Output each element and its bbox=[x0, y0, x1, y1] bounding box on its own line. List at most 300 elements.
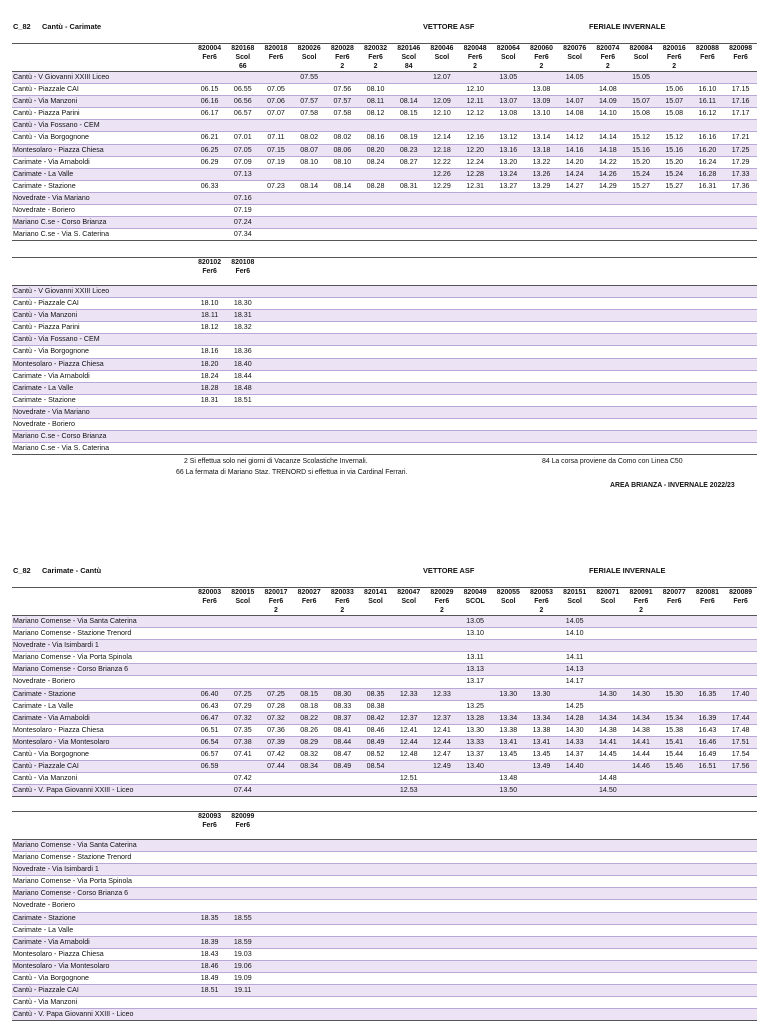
departure-time bbox=[392, 997, 425, 1009]
departure-time bbox=[492, 973, 525, 985]
departure-time bbox=[658, 773, 691, 785]
departure-time bbox=[591, 840, 624, 852]
departure-time bbox=[658, 973, 691, 985]
departure-time: 06.29 bbox=[193, 156, 226, 168]
departure-time bbox=[326, 286, 359, 298]
departure-time bbox=[658, 406, 691, 418]
header-codes: 820084 bbox=[624, 44, 657, 54]
departure-time bbox=[293, 192, 326, 204]
departure-time: 16.24 bbox=[691, 156, 724, 168]
departure-time: 06.40 bbox=[193, 688, 226, 700]
departure-time: 13.16 bbox=[492, 144, 525, 156]
departure-time: 12.41 bbox=[425, 724, 458, 736]
stop-name: Cantù - Piazzale CAI bbox=[12, 761, 193, 773]
departure-time bbox=[326, 217, 359, 229]
departure-time bbox=[293, 616, 326, 628]
departure-time: 12.20 bbox=[459, 144, 492, 156]
departure-time bbox=[525, 840, 558, 852]
departure-time bbox=[259, 664, 292, 676]
departure-time bbox=[492, 948, 525, 960]
departure-time bbox=[724, 443, 757, 455]
departure-time bbox=[259, 358, 292, 370]
departure-time: 14.10 bbox=[591, 108, 624, 120]
header-types: Scol bbox=[567, 598, 582, 605]
departure-time: 13.49 bbox=[525, 761, 558, 773]
stop-name: Cantù - V Giovanni XXIII Liceo bbox=[12, 72, 193, 84]
departure-time bbox=[492, 84, 525, 96]
departure-time: 08.47 bbox=[326, 749, 359, 761]
departure-time: 14.41 bbox=[624, 736, 657, 748]
table-row bbox=[12, 156, 757, 168]
departure-time: 17.48 bbox=[724, 724, 757, 736]
departure-time bbox=[392, 431, 425, 443]
departure-time bbox=[326, 346, 359, 358]
departure-time: 08.26 bbox=[293, 724, 326, 736]
header-codes bbox=[359, 258, 392, 268]
departure-time: 18.10 bbox=[193, 298, 226, 310]
departure-time bbox=[425, 217, 458, 229]
departure-time bbox=[226, 997, 259, 1009]
header-types bbox=[459, 821, 492, 830]
departure-time bbox=[293, 652, 326, 664]
stop-name: Cantù - Via Manzoni bbox=[12, 310, 193, 322]
departure-time bbox=[326, 900, 359, 912]
departure-time bbox=[459, 358, 492, 370]
departure-time bbox=[359, 419, 392, 431]
departure-time: 08.41 bbox=[326, 724, 359, 736]
departure-time bbox=[525, 948, 558, 960]
departure-time bbox=[326, 431, 359, 443]
header-types: Fer6 bbox=[235, 268, 251, 275]
departure-time bbox=[359, 664, 392, 676]
departure-time bbox=[492, 912, 525, 924]
departure-time bbox=[624, 370, 657, 382]
departure-time bbox=[724, 852, 757, 864]
departure-time: 14.09 bbox=[591, 96, 624, 108]
departure-time bbox=[525, 406, 558, 418]
departure-time bbox=[293, 431, 326, 443]
departure-time: 08.07 bbox=[293, 144, 326, 156]
departure-time bbox=[425, 900, 458, 912]
departure-time bbox=[326, 419, 359, 431]
departure-time bbox=[293, 936, 326, 948]
header-types bbox=[326, 267, 359, 276]
departure-time bbox=[193, 120, 226, 132]
header-types: Fer6 bbox=[202, 598, 217, 605]
stop-name: Cantù - Piazzale CAI bbox=[12, 84, 193, 96]
departure-time bbox=[425, 431, 458, 443]
departure-time bbox=[624, 876, 657, 888]
stop-name: Mariano Comense - Corso Brianza 6 bbox=[12, 664, 193, 676]
header-notes bbox=[226, 606, 259, 616]
departure-time: 07.05 bbox=[259, 84, 292, 96]
departure-time: 15.34 bbox=[658, 712, 691, 724]
stop-name: Montesolaro - Via Montesolaro bbox=[12, 960, 193, 972]
departure-time: 07.06 bbox=[259, 96, 292, 108]
departure-time: 08.14 bbox=[293, 180, 326, 192]
departure-time: 08.38 bbox=[359, 700, 392, 712]
header-codes: 820102 bbox=[193, 258, 226, 268]
departure-time bbox=[226, 419, 259, 431]
departure-time bbox=[558, 773, 591, 785]
stop-name: Cantù - Via Borgognone bbox=[12, 132, 193, 144]
departure-time bbox=[724, 298, 757, 310]
header-codes: 820027 bbox=[293, 588, 326, 598]
header-codes bbox=[392, 812, 425, 822]
departure-time: 15.24 bbox=[658, 168, 691, 180]
departure-time bbox=[724, 888, 757, 900]
departure-time bbox=[525, 370, 558, 382]
departure-time bbox=[259, 900, 292, 912]
departure-time bbox=[459, 419, 492, 431]
departure-time bbox=[459, 334, 492, 346]
departure-time bbox=[392, 912, 425, 924]
stop-name: Novedrate - Via Mariano bbox=[12, 406, 193, 418]
departure-time bbox=[591, 382, 624, 394]
departure-time bbox=[459, 960, 492, 972]
stop-name: Mariano Comense - Corso Brianza 6 bbox=[12, 888, 193, 900]
departure-time bbox=[326, 168, 359, 180]
departure-time bbox=[691, 973, 724, 985]
departure-time: 17.29 bbox=[724, 156, 757, 168]
departure-time bbox=[525, 431, 558, 443]
departure-time bbox=[226, 900, 259, 912]
departure-time: 12.07 bbox=[425, 72, 458, 84]
table-row bbox=[12, 192, 757, 204]
departure-time bbox=[624, 773, 657, 785]
departure-time bbox=[392, 358, 425, 370]
departure-time: 06.21 bbox=[193, 132, 226, 144]
departure-time: 12.11 bbox=[459, 96, 492, 108]
departure-time: 15.46 bbox=[658, 761, 691, 773]
departure-time: 07.07 bbox=[259, 108, 292, 120]
departure-time bbox=[226, 334, 259, 346]
departure-time bbox=[658, 616, 691, 628]
departure-time bbox=[293, 664, 326, 676]
departure-time bbox=[193, 924, 226, 936]
route-title: Carimate - Cantù bbox=[42, 566, 102, 575]
departure-time: 18.51 bbox=[226, 394, 259, 406]
departure-time bbox=[326, 310, 359, 322]
departure-time bbox=[293, 785, 326, 797]
header-types: Scol bbox=[401, 598, 416, 605]
departure-time bbox=[691, 298, 724, 310]
departure-time bbox=[691, 773, 724, 785]
departure-time: 18.16 bbox=[193, 346, 226, 358]
departure-time: 13.45 bbox=[492, 749, 525, 761]
stop-name: Carimate - La Valle bbox=[12, 382, 193, 394]
departure-time bbox=[459, 900, 492, 912]
departure-time bbox=[558, 640, 591, 652]
departure-time bbox=[658, 985, 691, 997]
departure-time bbox=[624, 997, 657, 1009]
header-spacer bbox=[12, 830, 757, 840]
departure-time bbox=[691, 382, 724, 394]
departure-time bbox=[259, 298, 292, 310]
header-codes: 820049 bbox=[459, 588, 492, 598]
departure-time bbox=[259, 394, 292, 406]
section2-table2-wrap bbox=[12, 811, 753, 1021]
departure-time bbox=[658, 936, 691, 948]
departure-time: 08.49 bbox=[326, 761, 359, 773]
departure-time bbox=[658, 346, 691, 358]
header-types: Fer6 bbox=[368, 54, 383, 61]
departure-time bbox=[658, 431, 691, 443]
departure-time bbox=[591, 888, 624, 900]
stop-name: Carimate - Via Arnaboldi bbox=[12, 156, 193, 168]
area-label: AREA BRIANZA - INVERNALE 2022/23 bbox=[610, 482, 735, 489]
header-codes: 820093 bbox=[193, 812, 226, 822]
departure-time: 15.44 bbox=[658, 749, 691, 761]
departure-time bbox=[326, 652, 359, 664]
departure-time bbox=[392, 852, 425, 864]
departure-time bbox=[591, 229, 624, 241]
departure-time bbox=[658, 310, 691, 322]
departure-time bbox=[425, 985, 458, 997]
departure-time bbox=[326, 370, 359, 382]
departure-time bbox=[425, 616, 458, 628]
departure-time: 08.33 bbox=[326, 700, 359, 712]
departure-time bbox=[259, 773, 292, 785]
header-notes bbox=[193, 62, 226, 72]
departure-time bbox=[525, 876, 558, 888]
departure-time bbox=[691, 322, 724, 334]
table-row bbox=[12, 310, 757, 322]
departure-time: 12.31 bbox=[459, 180, 492, 192]
departure-time bbox=[558, 888, 591, 900]
departure-time bbox=[558, 358, 591, 370]
departure-time: 14.11 bbox=[558, 652, 591, 664]
departure-time bbox=[326, 973, 359, 985]
departure-time bbox=[525, 229, 558, 241]
departure-time: 08.24 bbox=[359, 156, 392, 168]
departure-time bbox=[425, 664, 458, 676]
departure-time: 13.13 bbox=[459, 664, 492, 676]
departure-time bbox=[359, 322, 392, 334]
stop-name: Novedrate - Boriero bbox=[12, 900, 193, 912]
stop-name: Cantù - Via Fossano - CEM bbox=[12, 120, 193, 132]
departure-time bbox=[558, 394, 591, 406]
header-types bbox=[392, 267, 425, 276]
departure-time bbox=[658, 876, 691, 888]
departure-time bbox=[691, 960, 724, 972]
departure-time bbox=[591, 664, 624, 676]
departure-time: 18.31 bbox=[226, 310, 259, 322]
departure-time bbox=[658, 120, 691, 132]
header-codes bbox=[691, 812, 724, 822]
departure-time bbox=[193, 616, 226, 628]
departure-time bbox=[624, 322, 657, 334]
departure-time: 08.20 bbox=[359, 144, 392, 156]
departure-time bbox=[359, 346, 392, 358]
departure-time: 14.27 bbox=[558, 180, 591, 192]
line-code: C_82 bbox=[13, 566, 31, 575]
departure-time bbox=[492, 840, 525, 852]
header-notes bbox=[293, 62, 326, 72]
departure-time bbox=[591, 431, 624, 443]
departure-time: 15.27 bbox=[624, 180, 657, 192]
stop-name: Carimate - Stazione bbox=[12, 180, 193, 192]
departure-time: 08.16 bbox=[359, 132, 392, 144]
departure-time bbox=[591, 419, 624, 431]
departure-time bbox=[558, 864, 591, 876]
departure-time: 07.29 bbox=[226, 700, 259, 712]
table-row bbox=[12, 120, 757, 132]
table-row bbox=[12, 652, 757, 664]
departure-time bbox=[326, 443, 359, 455]
departure-time bbox=[591, 985, 624, 997]
table-row bbox=[12, 712, 757, 724]
departure-time bbox=[293, 864, 326, 876]
header-types: Fer6 bbox=[467, 54, 483, 61]
departure-time bbox=[459, 370, 492, 382]
departure-time: 08.34 bbox=[293, 761, 326, 773]
departure-time bbox=[691, 394, 724, 406]
departure-time bbox=[259, 322, 292, 334]
departure-time bbox=[359, 936, 392, 948]
departure-time bbox=[525, 924, 558, 936]
stop-name: Carimate - La Valle bbox=[12, 700, 193, 712]
departure-time bbox=[226, 876, 259, 888]
departure-time bbox=[326, 876, 359, 888]
header-blank bbox=[12, 267, 193, 276]
departure-time bbox=[591, 652, 624, 664]
header-codes: 820016 bbox=[658, 44, 691, 54]
departure-time bbox=[259, 628, 292, 640]
departure-time bbox=[259, 888, 292, 900]
departure-time bbox=[392, 676, 425, 688]
departure-time bbox=[425, 912, 458, 924]
departure-time bbox=[591, 310, 624, 322]
departure-time bbox=[293, 322, 326, 334]
departure-time bbox=[724, 217, 757, 229]
departure-time: 14.45 bbox=[591, 749, 624, 761]
stop-name: Mariano Comense - Via Porta Spinola bbox=[12, 652, 193, 664]
departure-time: 14.50 bbox=[591, 785, 624, 797]
header-codes: 820055 bbox=[492, 588, 525, 598]
table-row bbox=[12, 724, 757, 736]
departure-time bbox=[525, 700, 558, 712]
departure-time bbox=[492, 852, 525, 864]
header-notes: 2 bbox=[274, 607, 278, 614]
departure-time bbox=[293, 1009, 326, 1021]
header-notes bbox=[558, 606, 591, 616]
departure-time: 15.38 bbox=[658, 724, 691, 736]
table-row bbox=[12, 419, 757, 431]
departure-time: 14.29 bbox=[591, 180, 624, 192]
departure-time bbox=[591, 876, 624, 888]
departure-time bbox=[392, 936, 425, 948]
departure-time: 06.57 bbox=[226, 108, 259, 120]
departure-time bbox=[658, 419, 691, 431]
departure-time bbox=[591, 72, 624, 84]
header-codes bbox=[293, 812, 326, 822]
departure-time bbox=[591, 640, 624, 652]
table-row bbox=[12, 1009, 757, 1021]
header-types: Scol bbox=[633, 54, 649, 61]
departure-time bbox=[459, 948, 492, 960]
departure-time bbox=[658, 840, 691, 852]
departure-time bbox=[425, 84, 458, 96]
header-notes bbox=[425, 62, 458, 72]
departure-time: 08.46 bbox=[359, 724, 392, 736]
departure-time bbox=[724, 864, 757, 876]
departure-time: 14.34 bbox=[591, 712, 624, 724]
header-types bbox=[525, 821, 558, 830]
departure-time bbox=[591, 443, 624, 455]
header-codes bbox=[392, 258, 425, 268]
departure-time bbox=[359, 785, 392, 797]
departure-time bbox=[492, 936, 525, 948]
header-notes bbox=[492, 606, 525, 616]
departure-time bbox=[425, 406, 458, 418]
table-row bbox=[12, 406, 757, 418]
table-row bbox=[12, 736, 757, 748]
departure-time bbox=[259, 443, 292, 455]
header-types: Fer6 bbox=[733, 598, 748, 605]
departure-time bbox=[226, 286, 259, 298]
departure-time bbox=[326, 773, 359, 785]
departure-time: 14.30 bbox=[558, 724, 591, 736]
departure-time bbox=[359, 298, 392, 310]
departure-time: 13.05 bbox=[492, 72, 525, 84]
header-notes: 2 bbox=[439, 607, 444, 614]
departure-time: 15.20 bbox=[658, 156, 691, 168]
header-types bbox=[293, 821, 326, 830]
departure-time bbox=[658, 286, 691, 298]
departure-time: 08.06 bbox=[326, 144, 359, 156]
departure-time bbox=[425, 1009, 458, 1021]
departure-time bbox=[492, 419, 525, 431]
departure-time: 07.35 bbox=[226, 724, 259, 736]
stop-name: Cantù - Via Manzoni bbox=[12, 773, 193, 785]
stop-name: Mariano Comense - Via Porta Spinola bbox=[12, 876, 193, 888]
header-types bbox=[359, 267, 392, 276]
table-row bbox=[12, 616, 757, 628]
departure-time: 14.30 bbox=[624, 688, 657, 700]
departure-time: 18.39 bbox=[193, 936, 226, 948]
header-codes: 820032 bbox=[359, 44, 392, 54]
departure-time bbox=[359, 864, 392, 876]
departure-time: 07.56 bbox=[326, 84, 359, 96]
departure-time: 14.18 bbox=[591, 144, 624, 156]
departure-time bbox=[691, 664, 724, 676]
departure-time bbox=[425, 864, 458, 876]
header-notes bbox=[724, 606, 757, 616]
timetable-2b bbox=[12, 811, 757, 1021]
departure-time: 16.12 bbox=[691, 108, 724, 120]
departure-time bbox=[558, 912, 591, 924]
departure-time: 08.14 bbox=[326, 180, 359, 192]
departure-time bbox=[591, 948, 624, 960]
departure-time bbox=[492, 192, 525, 204]
departure-time: 17.33 bbox=[724, 168, 757, 180]
departure-time bbox=[492, 985, 525, 997]
table-row bbox=[12, 628, 757, 640]
section2-header bbox=[12, 566, 753, 578]
departure-time bbox=[326, 840, 359, 852]
header-notes: 2 bbox=[639, 607, 643, 614]
timetable-1a bbox=[12, 43, 757, 241]
departure-time: 13.34 bbox=[525, 712, 558, 724]
departure-time: 08.11 bbox=[359, 96, 392, 108]
departure-time bbox=[558, 852, 591, 864]
departure-time: 14.12 bbox=[558, 132, 591, 144]
departure-time: 06.55 bbox=[226, 84, 259, 96]
departure-time bbox=[425, 852, 458, 864]
departure-time bbox=[624, 443, 657, 455]
departure-time bbox=[392, 310, 425, 322]
